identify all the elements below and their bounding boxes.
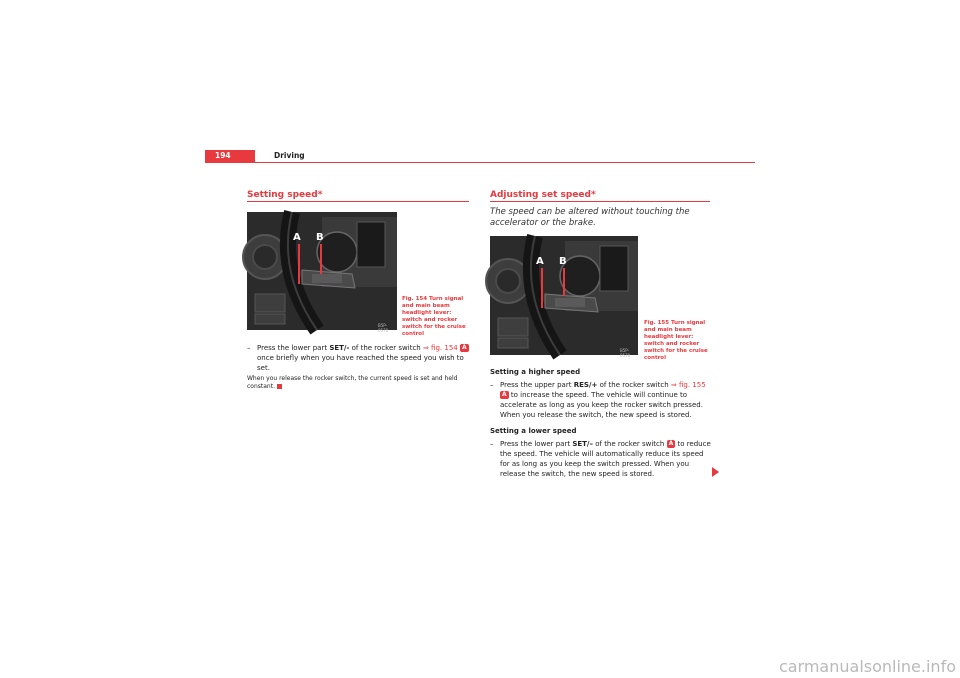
step-text-pre: Press the lower part [257,344,328,352]
step-text-post: to increase the speed. The vehicle will continue to accelerate as long as you keep the rocker switch pressed. When you release the switch, the new speed is stored. [500,391,703,419]
step-higher-speed [490,380,712,420]
section-title-adjusting-speed: Adjusting set speed* [490,190,596,200]
note-setting-speed [247,375,469,391]
header-rule [205,162,755,163]
figure-154 [247,212,397,333]
figure-caption-154: Fig. 154 Turn signal and main beam headlight lever: switch and rocker switch for the cruise control [402,296,466,337]
badge-a: A [502,391,507,398]
steering-lever-illustration [247,212,397,330]
key-res-plus: RES/+ [573,381,598,389]
figure-code: B5P-0570 [378,323,389,333]
badge-a: A [461,344,467,351]
step-dash: – [490,381,494,389]
step-text-mid: of the rocker switch [351,344,421,352]
step-text-pre: Press the lower part [500,440,571,448]
section-intro: The speed can be altered without touching the accelerator or the brake. [490,207,690,228]
step-setting-speed [247,343,469,373]
note-text: When you release the rocker switch, the current speed is set and held constant. [247,375,458,390]
callout-a: A [293,232,301,243]
step-text-mid: of the rocker switch [599,381,669,389]
callout-b: B [559,256,567,267]
figure-ref-154[interactable]: ⇒ fig. 154 [422,344,458,352]
figure-ref-155[interactable]: ⇒ fig. 155 [670,381,706,389]
step-text-post: once briefly when you have reached the speed you wish to set. [257,354,464,372]
section-rule [490,201,710,202]
chapter-title: Driving [274,151,305,160]
figure-155 [490,236,638,358]
step-text-mid: of the rocker switch [595,440,665,448]
continue-arrow-icon [712,467,719,477]
callout-a: A [536,256,544,267]
heading-higher-speed: Setting a higher speed [490,368,581,376]
badge-a: A [668,440,674,447]
watermark: carmanualsonline.info [778,657,956,676]
figure-code: B5P-0570 [620,348,631,358]
step-text-post: to reduce the speed. The vehicle will automatically reduce its speed for as long as you keep the switch pressed. When you release the switch, the new speed is stored. [500,440,711,478]
steering-lever-illustration [490,236,638,355]
heading-lower-speed: Setting a lower speed [490,427,577,435]
step-dash: – [490,440,494,448]
section-end-icon [277,384,282,389]
section-title-setting-speed: Setting speed* [247,190,323,200]
step-lower-speed [490,439,712,479]
key-set-minus: SET/- [329,344,350,352]
page-number: 194 [215,151,231,160]
section-rule [247,201,469,202]
figure-caption-155: Fig. 155 Turn signal and main beam headlight lever: switch and rocker switch for the cruise control [644,320,708,361]
step-dash: – [247,344,251,352]
step-text-pre: Press the upper part [500,381,572,389]
callout-b: B [316,232,324,243]
key-set-minus: SET/– [572,440,593,448]
